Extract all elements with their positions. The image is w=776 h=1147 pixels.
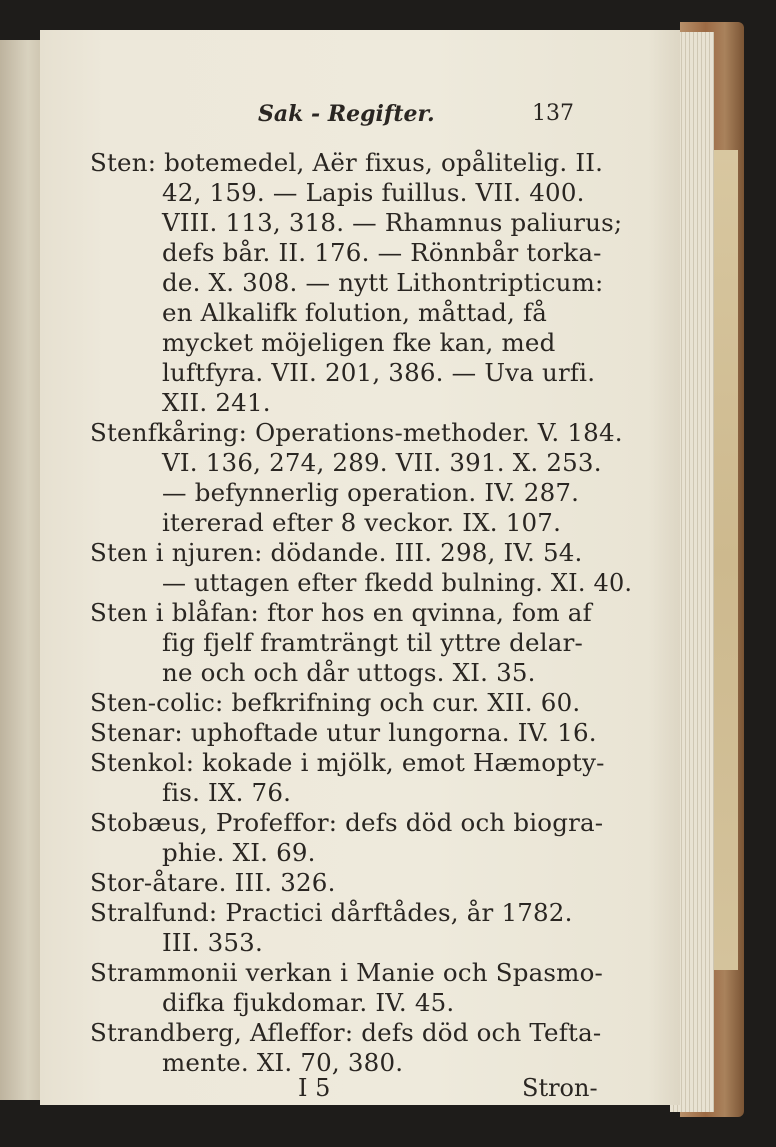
left-page-edge [0,40,40,1100]
text-line: — befynnerlig operation. IV. 287. [162,478,580,507]
text-line: itererad efter 8 veckor. IX. 107. [162,508,562,537]
text-line: difka fjukdomar. IV. 45. [162,988,455,1017]
text-line: Stenfkåring: Operations-methoder. V. 184. [90,418,623,447]
text-line: Strammonii verkan i Manie och Spasmo- [90,958,604,987]
text-line: Sten: botemedel, Aër fixus, opålitelig. II. [90,148,604,177]
text-line: — uttagen efter fkedd bulning. XI. 40. [162,568,633,597]
running-head [40,93,680,133]
text-line: 42, 159. — Lapis fuillus. VII. 400. [162,178,585,207]
text-line: fig fjelf framträngt til yttre delar- [162,628,583,657]
text-line: VIII. 113, 318. — Rhamnus paliurus; [162,208,623,237]
text-line: de. X. 308. — nytt Lithontripticum: [162,268,604,297]
text-line: Stor-åtare. III. 326. [90,868,336,897]
text-line: phie. XI. 69. [162,838,316,867]
text-line: Sten i blåfan: ftor hos en qvinna, fom af [90,598,592,627]
text-line: en Alkalifk folution, måttad, få [162,298,548,327]
text-line: III. 353. [162,928,263,957]
text-line: mycket möjeligen fke kan, med [162,328,556,357]
text-line: mente. XI. 70, 380. [162,1048,404,1077]
text-line: Stobæus, Profeffor: defs död och biogra- [90,808,604,837]
text-line: VI. 136, 274, 289. VII. 391. X. 253. [162,448,602,477]
signature-mark: I 5 [298,1074,331,1102]
text-line: luftfyra. VII. 201, 386. — Uva urfi. [162,358,596,387]
text-line: Strandberg, Afleffor: defs död och Tefta- [90,1018,602,1047]
book-page [40,30,680,1105]
catchword: Stron- [522,1074,598,1102]
page-footer [40,1070,680,1110]
text-line: ne och och dår uttogs. XI. 35. [162,658,536,687]
text-line: Stenkol: kokade i mjölk, emot Hæmopty- [90,748,605,777]
text-line: defs bår. II. 176. — Rönnbår torka- [162,238,602,267]
text-line: XII. 241. [162,388,271,417]
text-line: Sten-colic: befkrifning och cur. XII. 60. [90,688,581,717]
page-number: 137 [532,101,574,126]
text-line: Sten i njuren: dödande. III. 298, IV. 54. [90,538,583,567]
running-head-title: Sak - Regifter. [258,101,435,127]
text-line: fis. IX. 76. [162,778,292,807]
text-line: Stralfund: Practici dårftådes, år 1782. [90,898,573,927]
text-line: Stenar: uphoftade utur lungorna. IV. 16. [90,718,597,747]
